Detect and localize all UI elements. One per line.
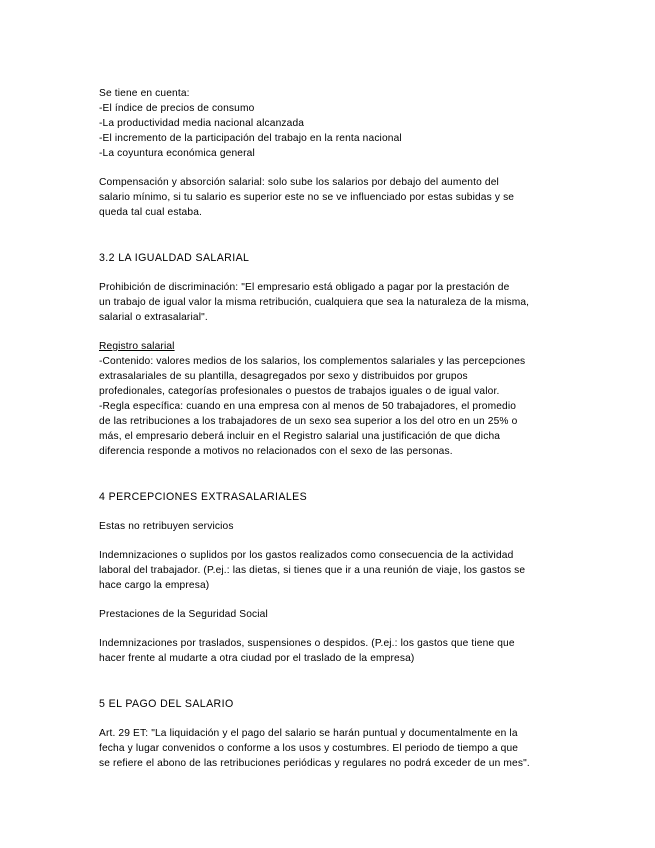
registro-line: profedionales, categorías profesionales o puestos de trabajos iguales o de igual valor.	[99, 386, 500, 397]
registro-block	[99, 339, 561, 459]
registro-line: más, el empresario deberá incluir en el Registro salarial una justificación de que dicha	[99, 431, 501, 442]
compensation-line: queda tal cual estaba.	[99, 207, 202, 218]
heading-3-2-text: 3.2 LA IGUALDAD SALARIAL	[99, 252, 250, 264]
extras-no-services-text: Estas no retribuyen servicios	[99, 521, 234, 532]
compensation-line: Compensación y absorción salarial: solo sube los salarios por debajo del aumento del	[99, 177, 499, 188]
factor-item: -El índice de precios de consumo	[99, 103, 255, 114]
extras-no-services	[99, 519, 561, 534]
seguridad-social-label	[99, 607, 561, 622]
heading-3-2	[99, 251, 561, 266]
indemn-gastos-paragraph	[99, 548, 561, 593]
pago-line: fecha y lugar convenidos o conforme a los usos y costumbres. El periodo de tiempo a que	[99, 743, 519, 754]
factors-intro: Se tiene en cuenta:	[99, 88, 190, 99]
factors-block	[99, 86, 561, 161]
registro-line: -Regla específica: cuando en una empresa con al menos de 50 trabajadores, el promedio	[99, 401, 517, 412]
factor-item: -El incremento de la participación del trabajo en la renta nacional	[99, 133, 402, 144]
registro-line: extrasalariales de su plantilla, desagregados por sexo y distribuidos por grupos	[99, 371, 468, 382]
pago-paragraph	[99, 726, 561, 771]
heading-5	[99, 697, 561, 712]
seguridad-social-text: Prestaciones de la Seguridad Social	[99, 609, 268, 620]
indemn-traslados-line: Indemnizaciones por traslados, suspensiones o despidos. (P.ej.: los gastos que tiene que	[99, 638, 515, 649]
registro-line: de las retribuciones a los trabajadores de un sexo sea superior a los del otro en un 25% o	[99, 416, 518, 427]
heading-5-text: 5 EL PAGO DEL SALARIO	[99, 698, 234, 710]
heading-4	[99, 490, 561, 505]
heading-4-text: 4 PERCEPCIONES EXTRASALARIALES	[99, 491, 308, 503]
document-page	[99, 86, 561, 771]
pago-line: Art. 29 ET: "La liquidación y el pago del salario se harán puntual y documentalmente en la	[99, 728, 518, 739]
indemn-gastos-line: hace cargo la empresa)	[99, 580, 210, 591]
indemn-gastos-line: Indemnizaciones o suplidos por los gastos realizados como consecuencia de la actividad	[99, 550, 514, 561]
factor-item: -La coyuntura económica general	[99, 148, 255, 159]
compensation-paragraph	[99, 175, 561, 220]
indemn-traslados-line: hacer frente al mudarte a otra ciudad por el traslado de la empresa)	[99, 653, 415, 664]
compensation-line: salario mínimo, si tu salario es superior este no se ve influenciado por estas subidas y se	[99, 192, 515, 203]
indemn-gastos-line: laboral del trabajador. (P.ej.: las dietas, si tienes que ir a una reunión de viaje, los gastos se	[99, 565, 526, 576]
factor-item: -La productividad media nacional alcanzada	[99, 118, 305, 129]
discrimination-line: Prohibición de discriminación: "El empresario está obligado a pagar por la prestación de	[99, 282, 510, 293]
discrimination-paragraph	[99, 280, 561, 325]
registro-line: diferencia responde a motivos no relacionados con el sexo de las personas.	[99, 446, 453, 457]
indemn-traslados-paragraph	[99, 636, 561, 666]
registro-line: -Contenido: valores medios de los salarios, los complementos salariales y las percepciones	[99, 356, 526, 367]
discrimination-line: un trabajo de igual valor la misma retribución, cualquiera que sea la naturaleza de la misma,	[99, 297, 530, 308]
registro-title: Registro salarial	[99, 341, 175, 352]
discrimination-line: salarial o extrasalarial".	[99, 312, 208, 323]
pago-line: se refiere el abono de las retribuciones periódicas y regulares no podrá exceder de un mes".	[99, 758, 530, 769]
